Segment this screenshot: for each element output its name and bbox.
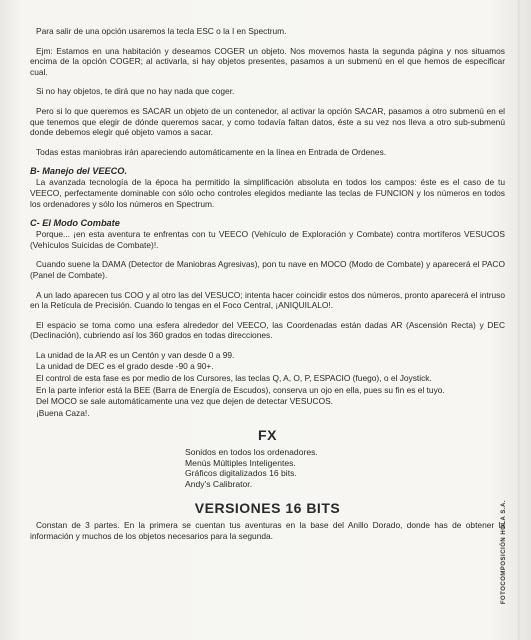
printer-stamp: FOTOCOMPOSICIÓN HOLA S.A.: [501, 500, 507, 605]
paragraph-esc: Para salir de una opción usaremos la tecla ESC o la I en Spectrum.: [36, 26, 287, 36]
fx-item: Gráficos digitalizados 16 bits.: [185, 468, 297, 479]
section-c-line: La unidad de la AR es un Centón y van desde 0 a 99.: [36, 349, 235, 360]
section-c-line: En la parte inferior está la BEE (Barra de Energía de Escudos), conserva un ojo en ella, pues su fin es el tuyo.: [36, 384, 445, 395]
paragraph-maneuvers: Todas estas maniobras irán apareciendo automáticamente en la línea en Entrada de Ordenes.: [36, 146, 387, 157]
fx-title: FX: [258, 427, 277, 444]
section-c-line: ¡Buena Caza!.: [36, 407, 90, 418]
section-c-paragraph: Cuando suene la DAMA (Detector de Maniobras Agresivas), pon tu nave en MOCO (Modo de Combate) y aparecerá el PACO (Panel de Combate).: [30, 259, 505, 280]
page-fold-shadow: [518, 0, 521, 640]
section-c-line: La unidad de DEC es el grado desde -90 a 90+.: [36, 361, 214, 372]
section-b-text: La avanzada tecnología de la época ha permitido la simplificación absoluta en todos los campos: éste es el caso de tu VEECO, perfectamente dominable con sólo ocho controles elegidos mediante las teclas de FUNCION y los números en todos los ordenadores y sólo los números en Spectrum.: [30, 177, 505, 209]
versions-title: VERSIONES 16 BITS: [194, 500, 341, 517]
versions-text: Constan de 3 partes. En la primera se cuentan tus aventuras en la base del Anillo Dorado, donde has de obtener la información y muchos de los objetos necesarios para la segunda.: [30, 520, 505, 541]
paragraph-example: Ejm: Estamos en una habitación y deseamos COGER un objeto. Nos movemos hasta la segunda página y nos situamos encima de la opción COGER; al activarla, si hay objetos presentes, pasamos a un submenú en el que hemos de especificar cual.: [30, 45, 505, 77]
section-c-line: El control de esta fase es por medio de los Cursores, las teclas Q, A, O, P, ESPACIO (fuego), o el Joystick.: [36, 373, 432, 384]
section-c-paragraph: El espacio se toma como una esfera alrededor del VEECO, las Coordenadas están dadas AR (Ascensión Recta) y DEC (Declinación), cubriendo así los 360 grados en todas direcciones.: [30, 319, 505, 341]
fx-list: [185, 447, 505, 489]
section-b-heading: B- Manejo del VEECO.: [30, 166, 127, 177]
paragraph-no-objects: Si no hay objetos, te dirá que no hay nada que coger.: [36, 86, 235, 97]
paragraph-sacar: Pero si lo que queremos es SACAR un objeto de un contenedor, al activar la opción SACAR, pasamos a otro submenú en el que tenemos que elegir de dónde queremos sacar, y como todavía faltan datos, éste a su vez nos lleva a otro sub-submenú donde debemos elegir qué objeto vamos a sacar.: [30, 105, 505, 138]
section-c-heading: C- El Modo Combate: [30, 218, 120, 229]
fx-item: Sonidos en todos los ordenadores.: [185, 447, 318, 458]
section-c-line: Del MOCO se sale automáticamente una vez que dejen de detectar VESUCOS.: [36, 396, 333, 407]
section-c-paragraph: Porque... ¡en esta aventura te enfrentas con tu VEECO (Vehículo de Exploración y Combate) contra mortíferos VESUCOS (Vehículos Suicidas de Combate)!.: [30, 229, 505, 250]
page-content: [30, 26, 505, 550]
fx-item: Andy's Calibrator.: [185, 478, 253, 489]
section-c-paragraph: A un lado aparecen tus COO y al otro las del VESUCO; intenta hacer coincidir estos dos números, pronto aparecerá el intruso en la Retícula de Precisión. Cuando lo tengas en el Foco Central, ¡ANIQUILALO!.: [30, 289, 505, 311]
fx-item: Menús Múltiples Inteligentes.: [185, 457, 296, 468]
